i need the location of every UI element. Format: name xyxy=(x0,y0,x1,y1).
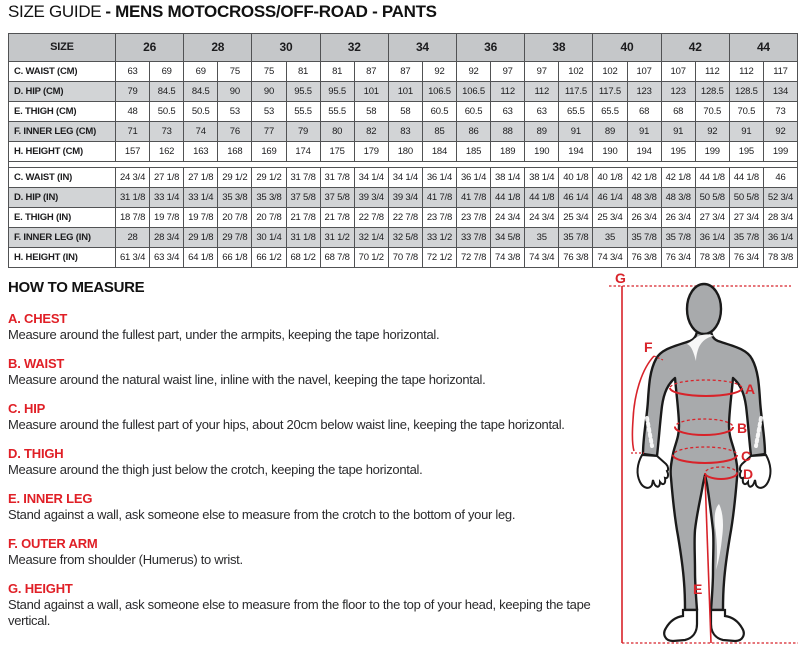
size-value-cell: 68 xyxy=(627,102,661,122)
size-value-cell: 63 xyxy=(525,102,559,122)
size-value-cell: 26 3/4 xyxy=(661,208,695,228)
page-title-bold: - MENS MOTOCROSS/OFF-ROAD - PANTS xyxy=(105,2,437,21)
size-value-cell: 21 7/8 xyxy=(320,208,354,228)
measure-item-g xyxy=(8,581,608,629)
page-title xyxy=(8,2,437,22)
size-column-header: 28 xyxy=(184,34,252,62)
size-value-cell: 71 xyxy=(116,122,150,142)
size-value-cell: 76 3/8 xyxy=(559,248,593,268)
figure-label-d: D xyxy=(743,466,754,482)
size-header-cell: SIZE xyxy=(9,34,116,62)
size-value-cell: 97 xyxy=(491,62,525,82)
size-value-cell: 33 1/4 xyxy=(150,188,184,208)
size-value-cell: 25 3/4 xyxy=(593,208,627,228)
size-value-cell: 27 1/8 xyxy=(150,168,184,188)
measure-item-text: Measure around the fullest part, under the armpits, keeping the tape horizontal. xyxy=(8,327,440,342)
size-value-cell: 70.5 xyxy=(729,102,763,122)
size-value-cell: 48 3/8 xyxy=(661,188,695,208)
size-value-cell: 78 3/8 xyxy=(763,248,797,268)
size-value-cell: 91 xyxy=(661,122,695,142)
size-value-cell: 70 7/8 xyxy=(388,248,422,268)
size-value-cell: 48 xyxy=(116,102,150,122)
size-value-cell: 128.5 xyxy=(729,82,763,102)
size-value-cell: 29 1/8 xyxy=(184,228,218,248)
size-column-header: 44 xyxy=(729,34,797,62)
size-value-cell: 53 xyxy=(218,102,252,122)
size-value-cell: 87 xyxy=(354,62,388,82)
size-value-cell: 68 7/8 xyxy=(320,248,354,268)
measure-item-label: C. HIP xyxy=(8,401,46,416)
size-value-cell: 69 xyxy=(184,62,218,82)
size-value-cell: 63 xyxy=(491,102,525,122)
size-value-cell: 92 xyxy=(457,62,491,82)
size-value-cell: 58 xyxy=(354,102,388,122)
measure-item-c xyxy=(8,401,608,433)
size-value-cell: 66 1/8 xyxy=(218,248,252,268)
measure-item-label: E. INNER LEG xyxy=(8,491,93,506)
measure-item-d xyxy=(8,446,608,478)
size-value-cell: 190 xyxy=(525,142,559,162)
size-value-cell: 157 xyxy=(116,142,150,162)
size-value-cell: 55.5 xyxy=(320,102,354,122)
size-value-cell: 79 xyxy=(116,82,150,102)
size-value-cell: 37 5/8 xyxy=(320,188,354,208)
row-label: F. INNER LEG (CM) xyxy=(9,122,116,142)
size-column-header: 32 xyxy=(320,34,388,62)
size-value-cell: 84.5 xyxy=(150,82,184,102)
size-column-header: 38 xyxy=(525,34,593,62)
measure-instructions-list xyxy=(8,311,608,642)
size-value-cell: 36 1/4 xyxy=(422,168,456,188)
row-label: H. HEIGHT (CM) xyxy=(9,142,116,162)
size-value-cell: 112 xyxy=(695,62,729,82)
size-column-header: 40 xyxy=(593,34,661,62)
size-value-cell: 112 xyxy=(729,62,763,82)
size-value-cell: 44 1/8 xyxy=(729,168,763,188)
size-value-cell: 39 3/4 xyxy=(388,188,422,208)
figure-label-b: B xyxy=(737,420,748,436)
size-value-cell: 50 5/8 xyxy=(695,188,729,208)
size-value-cell: 75 xyxy=(218,62,252,82)
size-value-cell: 60.5 xyxy=(422,102,456,122)
size-value-cell: 28 3/4 xyxy=(763,208,797,228)
size-value-cell: 107 xyxy=(627,62,661,82)
size-value-cell: 185 xyxy=(457,142,491,162)
size-value-cell: 29 1/2 xyxy=(218,168,252,188)
size-value-cell: 34 1/4 xyxy=(388,168,422,188)
size-value-cell: 19 7/8 xyxy=(150,208,184,228)
size-value-cell: 24 3/4 xyxy=(525,208,559,228)
size-value-cell: 76 3/8 xyxy=(627,248,661,268)
size-value-cell: 81 xyxy=(320,62,354,82)
measure-item-label: A. CHEST xyxy=(8,311,68,326)
size-value-cell: 112 xyxy=(525,82,559,102)
size-value-cell: 26 3/4 xyxy=(627,208,661,228)
size-value-cell: 33 1/2 xyxy=(422,228,456,248)
size-value-cell: 36 1/4 xyxy=(457,168,491,188)
measure-item-f xyxy=(8,536,608,568)
size-value-cell: 70.5 xyxy=(695,102,729,122)
size-value-cell: 194 xyxy=(559,142,593,162)
size-value-cell: 195 xyxy=(729,142,763,162)
size-value-cell: 37 5/8 xyxy=(286,188,320,208)
size-value-cell: 61 3/4 xyxy=(116,248,150,268)
measure-item-label: G. HEIGHT xyxy=(8,581,73,596)
measure-item-text: Measure from shoulder (Humerus) to wrist. xyxy=(8,552,243,567)
size-value-cell: 169 xyxy=(252,142,286,162)
size-value-cell: 42 1/8 xyxy=(627,168,661,188)
size-value-cell: 23 7/8 xyxy=(457,208,491,228)
size-value-cell: 174 xyxy=(286,142,320,162)
size-value-cell: 32 1/4 xyxy=(354,228,388,248)
size-value-cell: 28 xyxy=(116,228,150,248)
size-value-cell: 78 3/8 xyxy=(695,248,729,268)
size-value-cell: 35 7/8 xyxy=(661,228,695,248)
size-value-cell: 18 7/8 xyxy=(116,208,150,228)
size-value-cell: 199 xyxy=(763,142,797,162)
size-value-cell: 52 3/4 xyxy=(763,188,797,208)
size-value-cell: 40 1/8 xyxy=(593,168,627,188)
size-value-cell: 84.5 xyxy=(184,82,218,102)
left-foot xyxy=(664,610,697,641)
size-value-cell: 101 xyxy=(354,82,388,102)
size-value-cell: 90 xyxy=(252,82,286,102)
size-value-cell: 64 1/8 xyxy=(184,248,218,268)
size-value-cell: 30 1/4 xyxy=(252,228,286,248)
size-value-cell: 72 1/2 xyxy=(422,248,456,268)
size-value-cell: 42 1/8 xyxy=(661,168,695,188)
row-label: E. THIGH (CM) xyxy=(9,102,116,122)
size-column-header: 42 xyxy=(661,34,729,62)
table-row xyxy=(9,122,798,142)
size-value-cell: 90 xyxy=(218,82,252,102)
size-value-cell: 76 3/4 xyxy=(729,248,763,268)
size-value-cell: 44 1/8 xyxy=(695,168,729,188)
size-value-cell: 27 1/8 xyxy=(184,168,218,188)
size-value-cell: 123 xyxy=(661,82,695,102)
size-value-cell: 81 xyxy=(286,62,320,82)
size-value-cell: 34 1/4 xyxy=(354,168,388,188)
table-row xyxy=(9,62,798,82)
size-value-cell: 123 xyxy=(627,82,661,102)
size-value-cell: 74 3/4 xyxy=(525,248,559,268)
size-value-cell: 23 7/8 xyxy=(422,208,456,228)
size-column-header: 36 xyxy=(457,34,525,62)
size-value-cell: 55.5 xyxy=(286,102,320,122)
size-value-cell: 31 7/8 xyxy=(320,168,354,188)
head xyxy=(687,284,721,334)
size-value-cell: 32 5/8 xyxy=(388,228,422,248)
size-value-cell: 74 3/4 xyxy=(593,248,627,268)
measure-item-e xyxy=(8,491,608,523)
table-row xyxy=(9,168,798,188)
size-column-header: 34 xyxy=(388,34,456,62)
size-value-cell: 91 xyxy=(627,122,661,142)
size-value-cell: 27 3/4 xyxy=(695,208,729,228)
size-chart-table xyxy=(8,33,798,268)
size-value-cell: 46 1/4 xyxy=(559,188,593,208)
size-value-cell: 82 xyxy=(354,122,388,142)
size-value-cell: 180 xyxy=(388,142,422,162)
size-value-cell: 117.5 xyxy=(559,82,593,102)
size-value-cell: 50.5 xyxy=(184,102,218,122)
size-value-cell: 31 7/8 xyxy=(286,168,320,188)
table-header-row xyxy=(9,34,798,62)
size-value-cell: 128.5 xyxy=(695,82,729,102)
size-value-cell: 95.5 xyxy=(286,82,320,102)
size-value-cell: 35 7/8 xyxy=(627,228,661,248)
measure-item-label: B. WAIST xyxy=(8,356,65,371)
row-label: D. HIP (IN) xyxy=(9,188,116,208)
measure-item-text: Measure around the natural waist line, inline with the navel, keeping the tape horizontal. xyxy=(8,372,486,387)
size-value-cell: 106.5 xyxy=(457,82,491,102)
size-value-cell: 75 xyxy=(252,62,286,82)
size-value-cell: 189 xyxy=(491,142,525,162)
size-value-cell: 24 3/4 xyxy=(491,208,525,228)
table-row xyxy=(9,82,798,102)
size-value-cell: 91 xyxy=(559,122,593,142)
size-value-cell: 35 xyxy=(593,228,627,248)
size-value-cell: 36 1/4 xyxy=(763,228,797,248)
size-value-cell: 79 xyxy=(286,122,320,142)
size-value-cell: 80 xyxy=(320,122,354,142)
size-value-cell: 50.5 xyxy=(150,102,184,122)
size-column-header: 26 xyxy=(116,34,184,62)
size-value-cell: 83 xyxy=(388,122,422,142)
size-value-cell: 35 xyxy=(525,228,559,248)
size-value-cell: 60.5 xyxy=(457,102,491,122)
size-value-cell: 33 7/8 xyxy=(457,228,491,248)
size-value-cell: 31 1/2 xyxy=(320,228,354,248)
row-label: D. HIP (CM) xyxy=(9,82,116,102)
size-value-cell: 33 1/4 xyxy=(184,188,218,208)
size-value-cell: 39 3/4 xyxy=(354,188,388,208)
size-value-cell: 36 1/4 xyxy=(695,228,729,248)
size-value-cell: 87 xyxy=(388,62,422,82)
size-value-cell: 91 xyxy=(729,122,763,142)
table-row xyxy=(9,188,798,208)
row-label: E. THIGH (IN) xyxy=(9,208,116,228)
measure-item-label: D. THIGH xyxy=(8,446,64,461)
size-value-cell: 97 xyxy=(525,62,559,82)
row-label: C. WAIST (IN) xyxy=(9,168,116,188)
size-value-cell: 68 xyxy=(661,102,695,122)
size-value-cell: 134 xyxy=(763,82,797,102)
size-value-cell: 179 xyxy=(354,142,388,162)
size-value-cell: 112 xyxy=(491,82,525,102)
row-label: F. INNER LEG (IN) xyxy=(9,228,116,248)
size-value-cell: 29 1/2 xyxy=(252,168,286,188)
size-value-cell: 58 xyxy=(388,102,422,122)
size-value-cell: 72 7/8 xyxy=(457,248,491,268)
row-label: C. WAIST (CM) xyxy=(9,62,116,82)
size-value-cell: 63 xyxy=(116,62,150,82)
size-value-cell: 29 7/8 xyxy=(218,228,252,248)
measure-item-text: Measure around the fullest part of your hips, about 20cm below waist line, keeping the tape horizontal. xyxy=(8,417,565,432)
size-value-cell: 38 1/4 xyxy=(491,168,525,188)
figure-label-c: C xyxy=(741,448,752,464)
size-value-cell: 44 1/8 xyxy=(491,188,525,208)
row-label: H. HEIGHT (IN) xyxy=(9,248,116,268)
table-row xyxy=(9,228,798,248)
size-value-cell: 86 xyxy=(457,122,491,142)
size-value-cell: 46 xyxy=(763,168,797,188)
right-foot xyxy=(711,610,744,641)
size-value-cell: 117 xyxy=(763,62,797,82)
measure-item-text: Stand against a wall, ask someone else to measure from the floor to the top of your head, keeping the tape vertical. xyxy=(8,597,591,628)
size-value-cell: 102 xyxy=(559,62,593,82)
size-value-cell: 25 3/4 xyxy=(559,208,593,228)
left-hand xyxy=(638,455,669,488)
measure-item-b xyxy=(8,356,608,388)
size-value-cell: 27 3/4 xyxy=(729,208,763,228)
table-row xyxy=(9,208,798,228)
size-value-cell: 31 1/8 xyxy=(286,228,320,248)
size-value-cell: 89 xyxy=(593,122,627,142)
size-value-cell: 40 1/8 xyxy=(559,168,593,188)
size-value-cell: 28 3/4 xyxy=(150,228,184,248)
size-value-cell: 20 7/8 xyxy=(218,208,252,228)
measurement-figure-diagram xyxy=(595,272,800,658)
size-value-cell: 175 xyxy=(320,142,354,162)
size-value-cell: 50 5/8 xyxy=(729,188,763,208)
size-value-cell: 199 xyxy=(695,142,729,162)
size-value-cell: 22 7/8 xyxy=(354,208,388,228)
size-value-cell: 76 3/4 xyxy=(661,248,695,268)
how-to-measure-heading: HOW TO MEASURE xyxy=(8,279,145,296)
size-value-cell: 162 xyxy=(150,142,184,162)
size-value-cell: 89 xyxy=(525,122,559,142)
size-value-cell: 73 xyxy=(763,102,797,122)
size-value-cell: 95.5 xyxy=(320,82,354,102)
figure-label-f: F xyxy=(644,339,653,355)
size-value-cell: 65.5 xyxy=(593,102,627,122)
size-value-cell: 184 xyxy=(422,142,456,162)
table-row xyxy=(9,102,798,122)
size-value-cell: 85 xyxy=(422,122,456,142)
size-value-cell: 106.5 xyxy=(422,82,456,102)
size-value-cell: 66 1/2 xyxy=(252,248,286,268)
size-value-cell: 38 1/4 xyxy=(525,168,559,188)
size-value-cell: 21 7/8 xyxy=(286,208,320,228)
size-value-cell: 24 3/4 xyxy=(116,168,150,188)
page-title-regular: SIZE GUIDE xyxy=(8,2,102,21)
size-value-cell: 35 3/8 xyxy=(252,188,286,208)
size-value-cell: 35 7/8 xyxy=(559,228,593,248)
size-value-cell: 35 3/8 xyxy=(218,188,252,208)
size-value-cell: 69 xyxy=(150,62,184,82)
table-row xyxy=(9,142,798,162)
size-value-cell: 92 xyxy=(695,122,729,142)
size-value-cell: 31 1/8 xyxy=(116,188,150,208)
size-value-cell: 73 xyxy=(150,122,184,142)
size-value-cell: 63 3/4 xyxy=(150,248,184,268)
size-value-cell: 92 xyxy=(422,62,456,82)
size-value-cell: 168 xyxy=(218,142,252,162)
size-value-cell: 92 xyxy=(763,122,797,142)
size-value-cell: 117.5 xyxy=(593,82,627,102)
size-value-cell: 101 xyxy=(388,82,422,102)
size-value-cell: 48 3/8 xyxy=(627,188,661,208)
size-value-cell: 74 3/8 xyxy=(491,248,525,268)
size-value-cell: 70 1/2 xyxy=(354,248,388,268)
size-value-cell: 163 xyxy=(184,142,218,162)
measure-item-text: Measure around the thigh just below the crotch, keeping the tape horizontal. xyxy=(8,462,423,477)
size-value-cell: 65.5 xyxy=(559,102,593,122)
size-value-cell: 35 7/8 xyxy=(729,228,763,248)
size-value-cell: 74 xyxy=(184,122,218,142)
size-value-cell: 77 xyxy=(252,122,286,142)
size-value-cell: 34 5/8 xyxy=(491,228,525,248)
figure-label-g: G xyxy=(615,272,626,286)
size-value-cell: 76 xyxy=(218,122,252,142)
size-value-cell: 190 xyxy=(593,142,627,162)
size-value-cell: 102 xyxy=(593,62,627,82)
figure-label-a: A xyxy=(745,381,756,397)
size-value-cell: 194 xyxy=(627,142,661,162)
table-row xyxy=(9,248,798,268)
measure-item-a xyxy=(8,311,608,343)
size-value-cell: 88 xyxy=(491,122,525,142)
measure-item-label: F. OUTER ARM xyxy=(8,536,98,551)
size-value-cell: 22 7/8 xyxy=(388,208,422,228)
size-value-cell: 46 1/4 xyxy=(593,188,627,208)
figure-label-e: E xyxy=(693,581,703,597)
size-value-cell: 20 7/8 xyxy=(252,208,286,228)
size-value-cell: 19 7/8 xyxy=(184,208,218,228)
size-value-cell: 53 xyxy=(252,102,286,122)
measure-item-text: Stand against a wall, ask someone else to measure from the crotch to the bottom of your leg. xyxy=(8,507,516,522)
size-value-cell: 44 1/8 xyxy=(525,188,559,208)
size-column-header: 30 xyxy=(252,34,320,62)
size-value-cell: 68 1/2 xyxy=(286,248,320,268)
size-value-cell: 41 7/8 xyxy=(457,188,491,208)
size-value-cell: 107 xyxy=(661,62,695,82)
size-value-cell: 41 7/8 xyxy=(422,188,456,208)
size-value-cell: 195 xyxy=(661,142,695,162)
